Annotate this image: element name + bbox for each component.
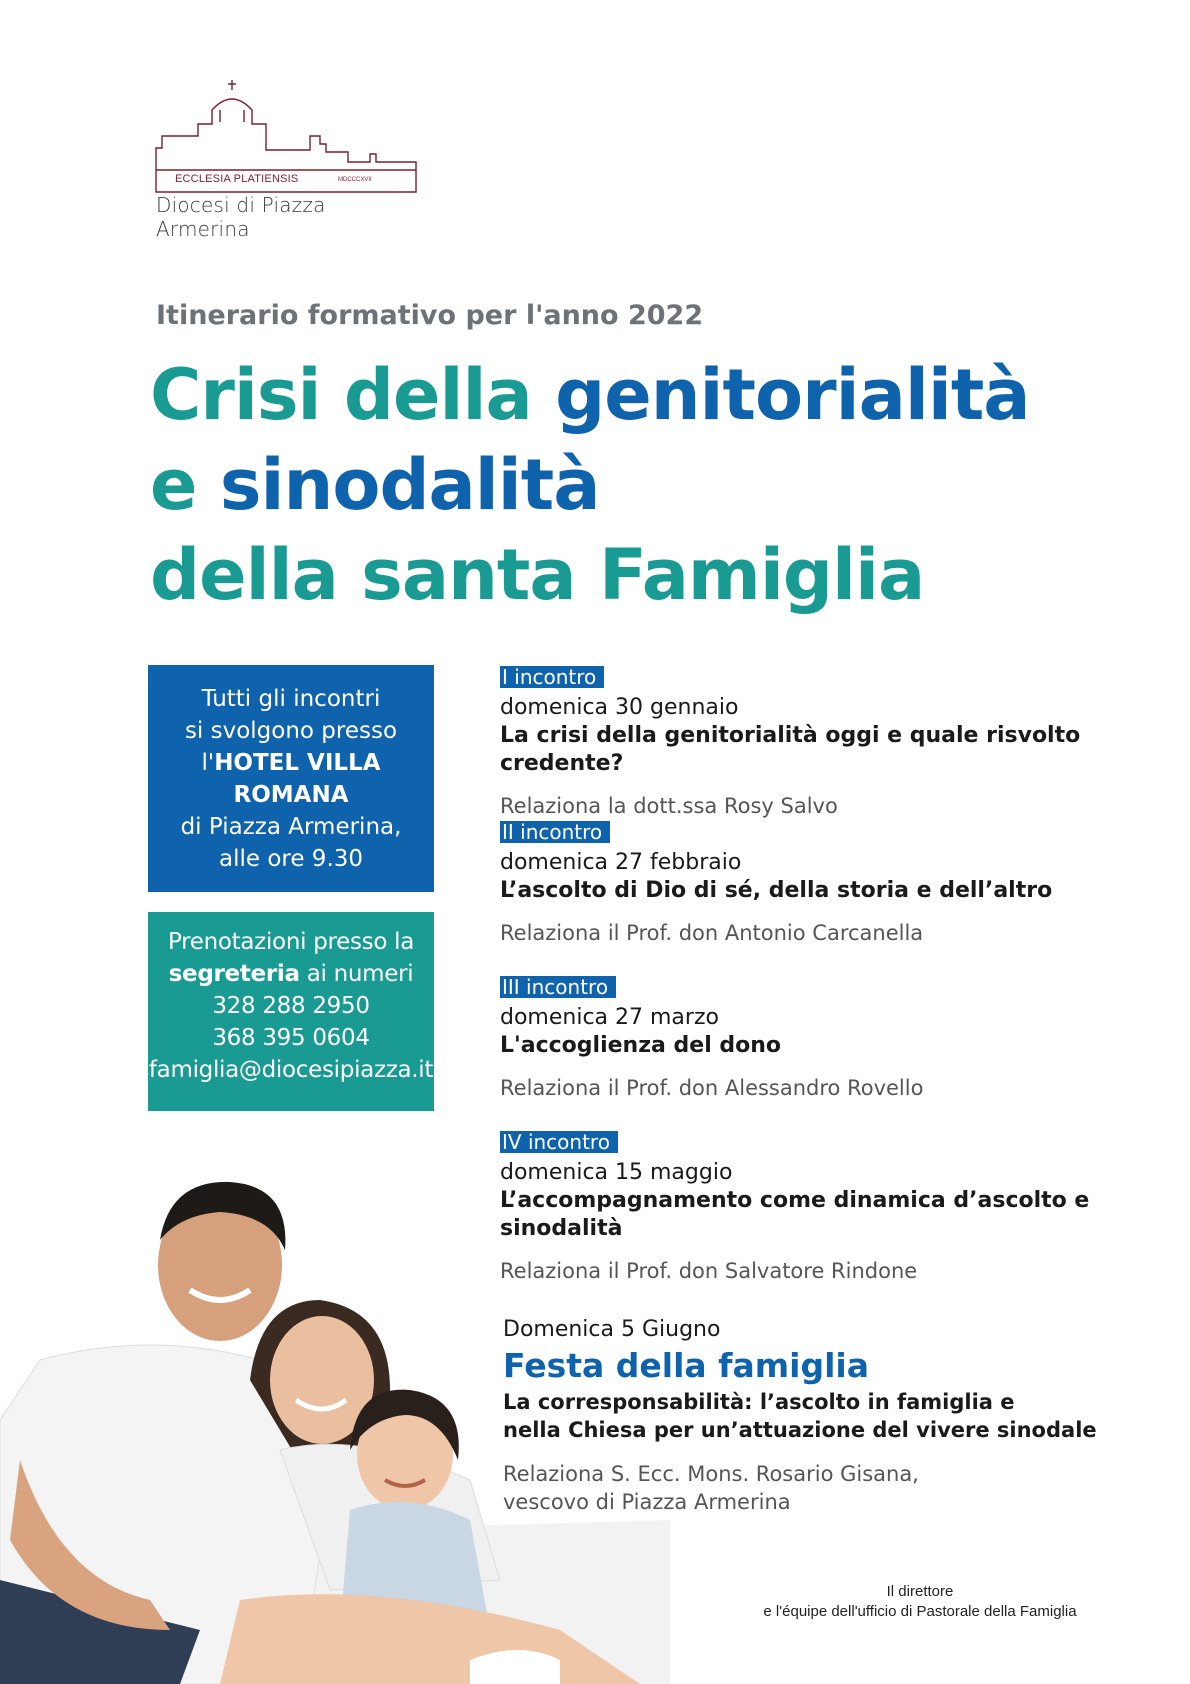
festa-speaker-line: vescovo di Piazza Armerina bbox=[503, 1490, 791, 1514]
festa-topic-line: nella Chiesa per un’attuazione del vivere sinodale bbox=[503, 1418, 1097, 1442]
meeting-date: domenica 30 gennaio bbox=[500, 695, 739, 720]
title-line-3: della santa Famiglia bbox=[150, 534, 925, 616]
title-line-2 bbox=[150, 440, 1030, 530]
meeting-speaker: Relaziona il Prof. don Salvatore Rindone bbox=[500, 1259, 918, 1283]
venue-text: l' bbox=[201, 750, 215, 776]
diocese-name: Diocesi di Piazza Armerina bbox=[156, 193, 326, 241]
venue-line: di Piazza Armerina, bbox=[180, 814, 402, 840]
diocese-logo bbox=[150, 74, 420, 241]
venue-hotel: ROMANA bbox=[233, 782, 349, 808]
festa-date: Domenica 5 Giugno bbox=[503, 1317, 721, 1342]
venue-line: si svolgono presso bbox=[184, 718, 398, 744]
page-title bbox=[150, 350, 1030, 620]
booking-text: ai numeri bbox=[299, 961, 414, 987]
venue-line bbox=[148, 747, 434, 779]
venue-box bbox=[148, 665, 434, 892]
title-part: e bbox=[150, 444, 220, 526]
meeting-badge: I incontro bbox=[500, 666, 604, 688]
festa-speaker-line: Relaziona S. Ecc. Mons. Rosario Gisana, bbox=[503, 1462, 919, 1486]
booking-box bbox=[148, 912, 434, 1111]
booking-phone[interactable]: 368 395 0604 bbox=[212, 1025, 370, 1051]
venue-line: Tutti gli incontri bbox=[201, 686, 381, 712]
title-line-1 bbox=[150, 350, 1030, 440]
title-part: genitorialità bbox=[555, 354, 1030, 436]
booking-line bbox=[148, 958, 434, 990]
meeting-speaker: Relaziona la dott.ssa Rosy Salvo bbox=[500, 794, 838, 818]
title-part: Crisi della bbox=[150, 354, 556, 436]
meeting-date: domenica 27 marzo bbox=[500, 1005, 719, 1030]
festa-section bbox=[503, 1316, 1143, 1516]
title-part: sinodalità bbox=[219, 444, 600, 526]
meeting-date: domenica 27 febbraio bbox=[500, 850, 742, 875]
signature-line: e l'équipe dell'ufficio di Pastorale della Famiglia bbox=[763, 1603, 1077, 1620]
meeting-item bbox=[500, 976, 1180, 1102]
festa-title: Festa della famiglia bbox=[503, 1346, 869, 1385]
signature bbox=[720, 1582, 1120, 1622]
meeting-item bbox=[500, 666, 1180, 820]
venue-hotel: HOTEL VILLA bbox=[214, 750, 381, 776]
meeting-speaker: Relaziona il Prof. don Antonio Carcanella bbox=[500, 921, 924, 945]
meeting-topic: L'accoglienza del dono bbox=[500, 1033, 782, 1058]
meeting-date: domenica 15 maggio bbox=[500, 1160, 733, 1185]
meeting-topic: L’ascolto di Dio di sé, della storia e dell’altro bbox=[500, 878, 1053, 903]
meeting-badge: IV incontro bbox=[500, 1131, 618, 1153]
page-kicker: Itinerario formativo per l'anno 2022 bbox=[156, 300, 704, 331]
meeting-speaker: Relaziona il Prof. don Alessandro Rovello bbox=[500, 1076, 924, 1100]
meeting-badge: III incontro bbox=[500, 976, 616, 998]
venue-line: alle ore 9.30 bbox=[218, 846, 364, 872]
meeting-item bbox=[500, 821, 1180, 947]
booking-phone[interactable]: 328 288 2950 bbox=[212, 993, 370, 1019]
booking-email[interactable]: famiglia@diocesipiazza.it bbox=[148, 1057, 434, 1083]
booking-line: Prenotazioni presso la bbox=[167, 929, 415, 955]
festa-topic-line: La corresponsabilità: l’ascolto in famiglia e bbox=[503, 1390, 1015, 1414]
logo-year: MDCCCXVII bbox=[338, 177, 372, 183]
venue-line bbox=[148, 779, 434, 811]
logo-motto: ECCLESIA PLATIENSIS bbox=[175, 173, 299, 185]
signature-line: Il direttore bbox=[886, 1583, 954, 1600]
booking-secretariat: segreteria bbox=[168, 961, 300, 987]
meeting-topic: L’accompagnamento come dinamica d’ascolto e sinodalità bbox=[500, 1188, 1090, 1241]
meeting-topic: La crisi della genitorialità oggi e quale risvolto credente? bbox=[500, 723, 1081, 776]
meeting-badge: II incontro bbox=[500, 821, 610, 843]
